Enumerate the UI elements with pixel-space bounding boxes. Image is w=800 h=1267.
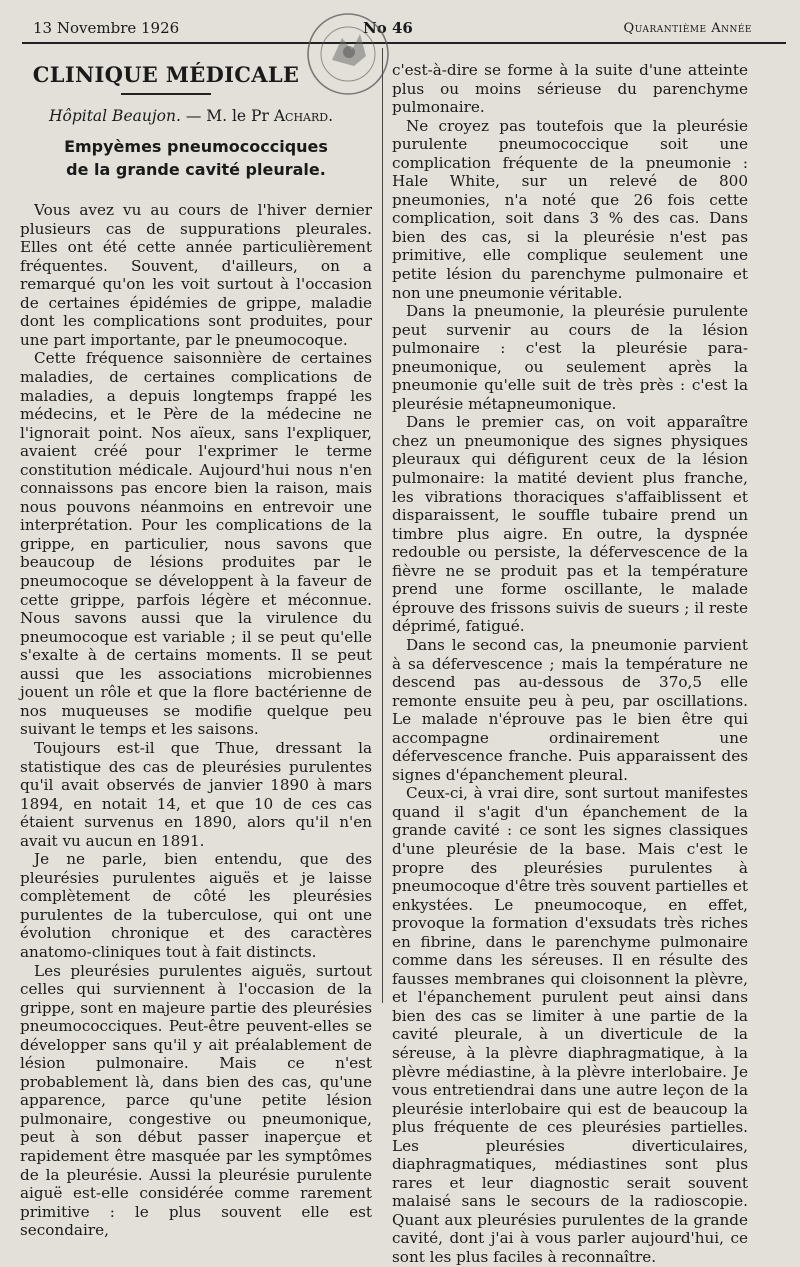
paragraph: Je ne parle, bien entendu, que des pleurésies purulentes aiguës et je laisse complètement de côté les pleurésies purulentes de la tuberculose, qui ont une évolution chronique et des caractères anatomo-cliniques tout à fait distincts. (20, 850, 372, 961)
byline (20, 107, 372, 126)
volume-year: Quarantième Année (623, 21, 752, 36)
hospital-name: Hôpital Beaujon. (48, 106, 181, 125)
title-rule (121, 93, 211, 95)
author-name: Achard. (273, 106, 334, 125)
column-divider (382, 48, 383, 1003)
paragraph: Dans le premier cas, on voit apparaître chez un pneumonique des signes physiques pleuraux qui défigurent ceux de la lésion pulmonaire: la matité devient plus franche, les vibrations thoraciques s'affaiblissent et disparaissent, le souffle tubaire prend un timbre plus aigre. En outre, la dyspnée redouble ou persiste, la défervescence de la fièvre ne se produit pas et la température prend une forme oscillante, le malade éprouve des frissons suivis de sueurs ; il reste déprimé, fatigué. (392, 413, 748, 636)
article-title (20, 135, 372, 181)
paragraph: Ne croyez pas toutefois que la pleurésie purulente pneumococcique soit une complication fréquente de la pneumonie : Hale White, sur un relevé de 800 pneumonies, n'a noté que 26 fois cette complication, soit dans 3 % des cas. Dans bien des cas, si la pleurésie n'est pas primitive, elle complique seulement une petite lésion du parenchyme pulmonaire et non une pneumonie véritable. (392, 116, 748, 302)
issue-number: No 46 (363, 19, 413, 37)
paragraph: Dans le second cas, la pneumonie parvient à sa défervescence ; mais la température ne descend pas au-dessous de 37o,5 elle remonte ensuite peu à peu, par oscillations. Le malade n'éprouve pas le bien être qui accompagne ordinairement une défervescence franche. Puis apparaissent des signes d'épanchement pleural. (392, 635, 748, 784)
article-title-line: de la grande cavité pleurale. (66, 160, 326, 180)
left-column (20, 56, 372, 1240)
paragraph: Cette fréquence saisonnière de certaines maladies, de certaines complications de maladies, a depuis longtemps frappé les médecins, et le Père de la médecine ne l'ignorait point. Nos aïeux, sans l'expliquer, avaient créé pour l'exprimer le terme constitution médicale. Aujourd'hui nous n'en connaissons pas encore bien la raison, mais nous pouvons néanmoins en entrevoir une interprétation. Pour les complications de la grippe, en particulier, nous savons que beaucoup de lésions produites par le pneumocoque se développent à la faveur de cette grippe, parfois légère et méconnue. Nous savons aussi que la virulence du pneumocoque est variable ; il se peut qu'elle s'exalte à de certains moments. Il se peut aussi que les associations microbiennes jouent un rôle et que la flore bactérienne de nos muqueuses se modifie quelque peu suivant le temps et les saisons. (20, 349, 372, 739)
header-rule (22, 42, 786, 44)
running-header (0, 0, 800, 48)
article-title-line: Empyèmes pneumococciques (64, 137, 328, 157)
author-prefix: — M. le Pr (185, 106, 269, 125)
paragraph: Ceux-ci, à vrai dire, sont surtout manifestes quand il s'agit d'un épanchement de la grande cavité : ce sont les signes classiques d'une pleurésie de la base. Mais c'est le propre des pleurésies purulentes à pneumocoque d'être très souvent partielles et enkystées. Le pneumocoque, en effet, provoque la formation d'exsudats très riches en fibrine, dans le parenchyme pulmonaire comme dans les séreuses. Il en résulte des fausses membranes qui cloisonnent la plèvre, et l'épanchement purulent peut ainsi dans bien des cas se limiter à une partie de la cavité pleurale, à un diverticule de la séreuse, à la plèvre diaphragmatique, à la plèvre médiastine, à la plèvre interlobaire. Je vous entretiendrai dans une autre leçon de la pleurésie interlobaire qui est de beaucoup la plus fréquente de ces pleurésies partielles. Les pleurésies diverticulaires, diaphragmatiques, médiastines sont plus rares et leur diagnostic serait souvent malaisé sans le secours de la radioscopie. Quant aux pleurésies purulentes de la grande cavité, dont j'ai à vous parler aujourd'hui, ce sont les plus faciles à reconnaître. (392, 784, 748, 1266)
right-column (392, 61, 748, 1267)
paragraph: Toujours est-il que Thue, dressant la statistique des cas de pleurésies purulentes qu'il avait observés de janvier 1890 à mars 1894, en notait 14, et que 10 de ces cas étaient survenus en 1890, alors qu'il n'en avait vu aucun en 1891. (20, 738, 372, 850)
paragraph: c'est-à-dire se forme à la suite d'une atteinte plus ou moins sérieuse du parenchyme pulmonaire. (392, 61, 748, 117)
issue-date: 13 Novembre 1926 (33, 19, 180, 37)
paragraph: Vous avez vu au cours de l'hiver dernier plusieurs cas de suppurations pleurales. Elles ont été cette année particulièrement fréquentes. Souvent, d'ailleurs, on a remarqué qu'on les voit surtout à l'occasion de certaines épidémies de grippe, maladie dont les complications sont produites, pour une part importante, par le pneumocoque. (20, 201, 372, 349)
paragraph: Les pleurésies purulentes aiguës, surtout celles qui surviennent à l'occasion de la grippe, sont en majeure partie des pleurésies pneumococciques. Peut-être peuvent-elles se développer sans qu'il y ait préalablement de lésion pulmonaire. Mais ce n'est probablement là, dans bien des cas, qu'une apparence, parce qu'une petite lésion pulmonaire, congestive ou pneumonique, peut à son début passer inaperçue et rapidement être masquée par les symptômes de la pleurésie. Aussi la pleurésie purulente aiguë est-elle considérée comme rarement primitive : le plus souvent elle est secondaire, (20, 961, 372, 1240)
section-title: CLINIQUE MÉDICALE (32, 62, 300, 87)
paragraph: Dans la pneumonie, la pleurésie purulente peut survenir au cours de la lésion pulmonaire : c'est la pleurésie para-pneumonique, ou seulement après la pneumonie qu'elle suit de très près : c'est la pleurésie métapneumonique. (392, 302, 748, 413)
